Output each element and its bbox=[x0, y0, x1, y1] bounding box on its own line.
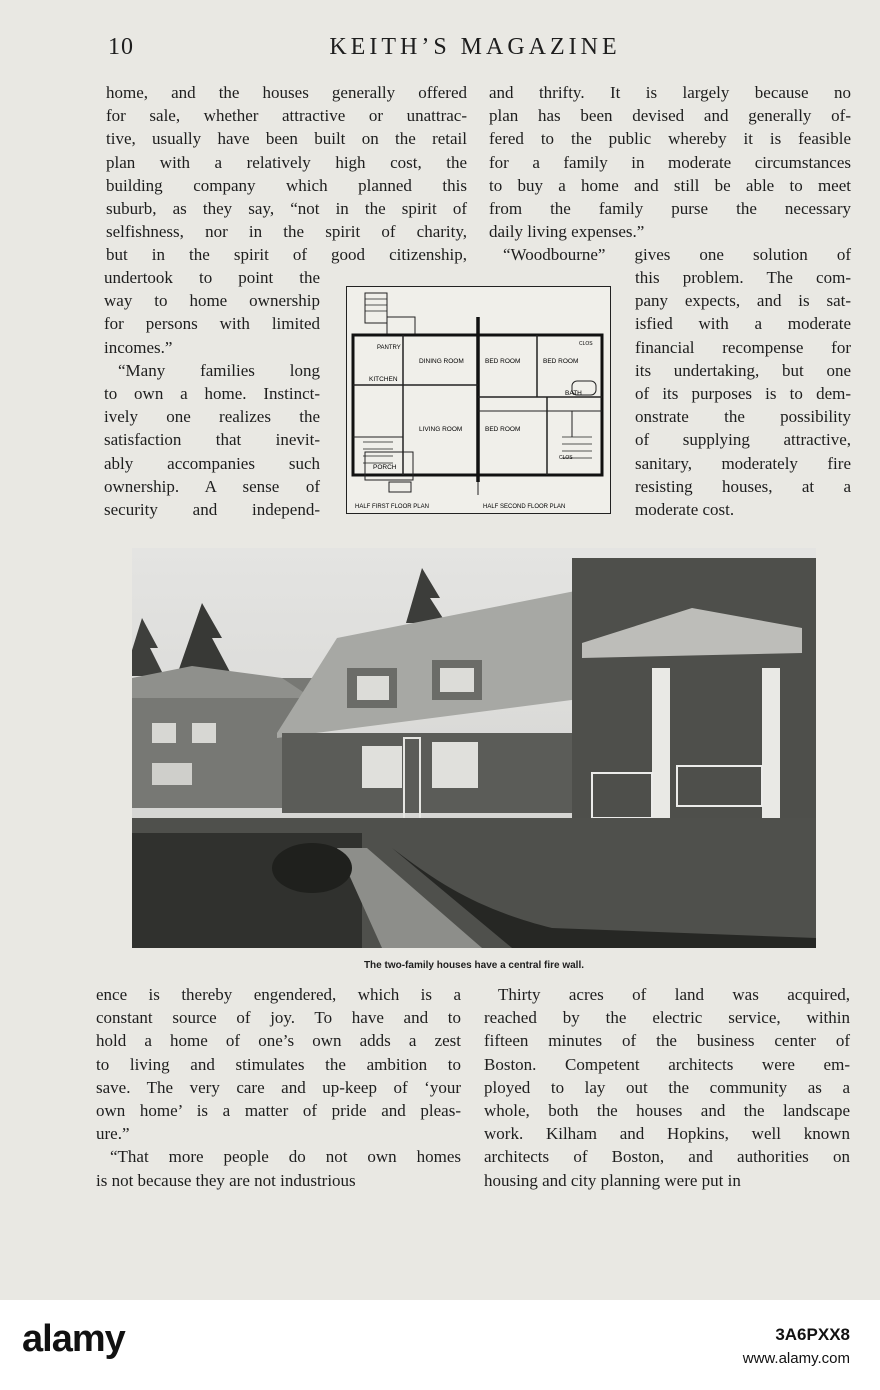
top-right-narrow-column bbox=[635, 266, 851, 521]
text-line: whole, both the houses and the landscape bbox=[484, 1100, 850, 1120]
text-line: to own a home. Instinct- bbox=[104, 383, 320, 403]
text-line: but in the spirit of good citizenship, bbox=[106, 245, 467, 265]
text-line: for sale, whether attractive or unattrac- bbox=[106, 106, 467, 126]
text-line: work. Kilham and Hopkins, well known bbox=[484, 1124, 850, 1144]
text-line: to living and stimulates the ambition to bbox=[96, 1054, 461, 1074]
text-line: from the family purse the necessary bbox=[489, 198, 851, 218]
top-right-wide-column bbox=[489, 81, 851, 267]
room-bed-2: BED ROOM bbox=[543, 358, 579, 365]
room-kitchen: KITCHEN bbox=[369, 376, 398, 383]
house-photograph-drawing bbox=[132, 548, 816, 948]
text-line: tive, usually have been built on the retail bbox=[106, 129, 467, 149]
text-line: ownership. A sense of bbox=[104, 476, 320, 496]
plan-label-first: HALF FIRST FLOOR PLAN bbox=[355, 504, 429, 510]
text-line: ence is thereby engendered, which is a bbox=[96, 985, 461, 1004]
room-pantry: PANTRY bbox=[377, 345, 401, 351]
text-line: moderate cost. bbox=[635, 499, 735, 519]
text-line: satisfaction that inevit- bbox=[104, 430, 320, 450]
text-line: financial recompense for bbox=[635, 337, 851, 357]
text-line: and thrifty. It is largely because no bbox=[489, 83, 851, 102]
text-line: its undertaking, but one bbox=[635, 360, 851, 380]
text-line: undertook to point the bbox=[104, 268, 320, 287]
text-line: reached by the electric service, within bbox=[484, 1008, 850, 1028]
text-line: isfied with a moderate bbox=[635, 314, 851, 334]
text-line: pany expects, and is sat- bbox=[635, 291, 851, 311]
text-line: way to home ownership bbox=[104, 291, 320, 311]
text-line: onstrate the possibility bbox=[635, 407, 851, 427]
alamy-logo: alamy bbox=[22, 1318, 125, 1360]
text-line: save. The very care and up-keep of ‘your bbox=[96, 1077, 461, 1097]
watermark-bar bbox=[0, 1300, 880, 1390]
text-line: to buy a home and still be able to meet bbox=[489, 175, 851, 195]
bottom-left-column bbox=[96, 983, 461, 1192]
text-line: own home’ is a matter of pride and pleas- bbox=[96, 1100, 461, 1120]
top-left-wide-column bbox=[106, 81, 467, 267]
text-line: sanitary, moderately fire bbox=[635, 453, 851, 473]
text-line: Boston. Competent architects were em- bbox=[484, 1054, 850, 1074]
text-line: plan with a relatively high cost, the bbox=[106, 152, 467, 172]
bottom-right-column bbox=[484, 983, 850, 1192]
text-line: “Woodbourne” gives one solution of bbox=[503, 245, 851, 265]
room-bath: BATH bbox=[565, 390, 582, 397]
text-line: fifteen minutes of the business center of bbox=[484, 1031, 850, 1051]
text-line: home, and the houses generally offered bbox=[106, 83, 467, 102]
top-left-narrow-column bbox=[104, 266, 320, 521]
room-dining: DINING ROOM bbox=[419, 358, 464, 365]
text-line: for a family in moderate circumstances bbox=[489, 152, 851, 172]
text-line: of supplying attractive, bbox=[635, 430, 851, 450]
text-line: fered to the public whereby it is feasible bbox=[489, 129, 851, 149]
text-line: this problem. The com- bbox=[635, 268, 851, 287]
text-line: architects of Boston, and authorities on bbox=[484, 1147, 850, 1167]
text-line: incomes.” bbox=[104, 337, 173, 357]
photo-caption: The two-family houses have a central fire wall. bbox=[363, 960, 585, 971]
image-id: 3A6PXX8 bbox=[775, 1325, 850, 1344]
text-line: ably accompanies such bbox=[104, 453, 320, 473]
room-bed-3: BED ROOM bbox=[485, 426, 521, 433]
text-line: for persons with limited bbox=[104, 314, 320, 334]
room-closet-2: CLOS bbox=[559, 455, 573, 461]
alamy-url: www.alamy.com bbox=[742, 1350, 850, 1367]
text-line: selfishness, nor in the spirit of charity, bbox=[106, 222, 467, 242]
text-line: is not because they are not industrious bbox=[96, 1170, 356, 1190]
room-porch: PORCH bbox=[373, 464, 397, 471]
room-bed-1: BED ROOM bbox=[485, 358, 521, 365]
text-line: security and independ- bbox=[104, 499, 320, 519]
magazine-title: KEITH’S MAGAZINE bbox=[329, 34, 621, 60]
text-line: hold a home of one’s own adds a zest bbox=[96, 1031, 461, 1051]
plan-label-second: HALF SECOND FLOOR PLAN bbox=[483, 504, 566, 510]
text-line: ployed to lay out the community as a bbox=[484, 1077, 850, 1097]
text-line: resisting houses, at a bbox=[635, 476, 851, 496]
room-closet-1: CLOS bbox=[579, 341, 593, 347]
text-line: “Many families long bbox=[118, 360, 320, 380]
text-line: plan has been devised and generally of- bbox=[489, 106, 851, 126]
house-photograph bbox=[132, 548, 816, 948]
floor-plan-drawing bbox=[347, 287, 609, 512]
text-line: constant source of joy. To have and to bbox=[96, 1008, 461, 1028]
text-line: ure.” bbox=[96, 1124, 130, 1144]
text-line: Thirty acres of land was acquired, bbox=[498, 985, 850, 1004]
text-line: of its purposes is to dem- bbox=[635, 383, 851, 403]
text-line: suburb, as they say, “not in the spirit of bbox=[106, 198, 467, 218]
text-line: “That more people do not own homes bbox=[110, 1147, 461, 1167]
page-number: 10 bbox=[108, 34, 134, 60]
floor-plan bbox=[346, 286, 611, 514]
text-line: housing and city planning were put in bbox=[484, 1170, 741, 1190]
text-line: daily living expenses.” bbox=[489, 222, 645, 242]
room-living: LIVING ROOM bbox=[419, 426, 463, 433]
text-line: building company which planned this bbox=[106, 175, 467, 195]
text-line: ively one realizes the bbox=[104, 407, 320, 427]
